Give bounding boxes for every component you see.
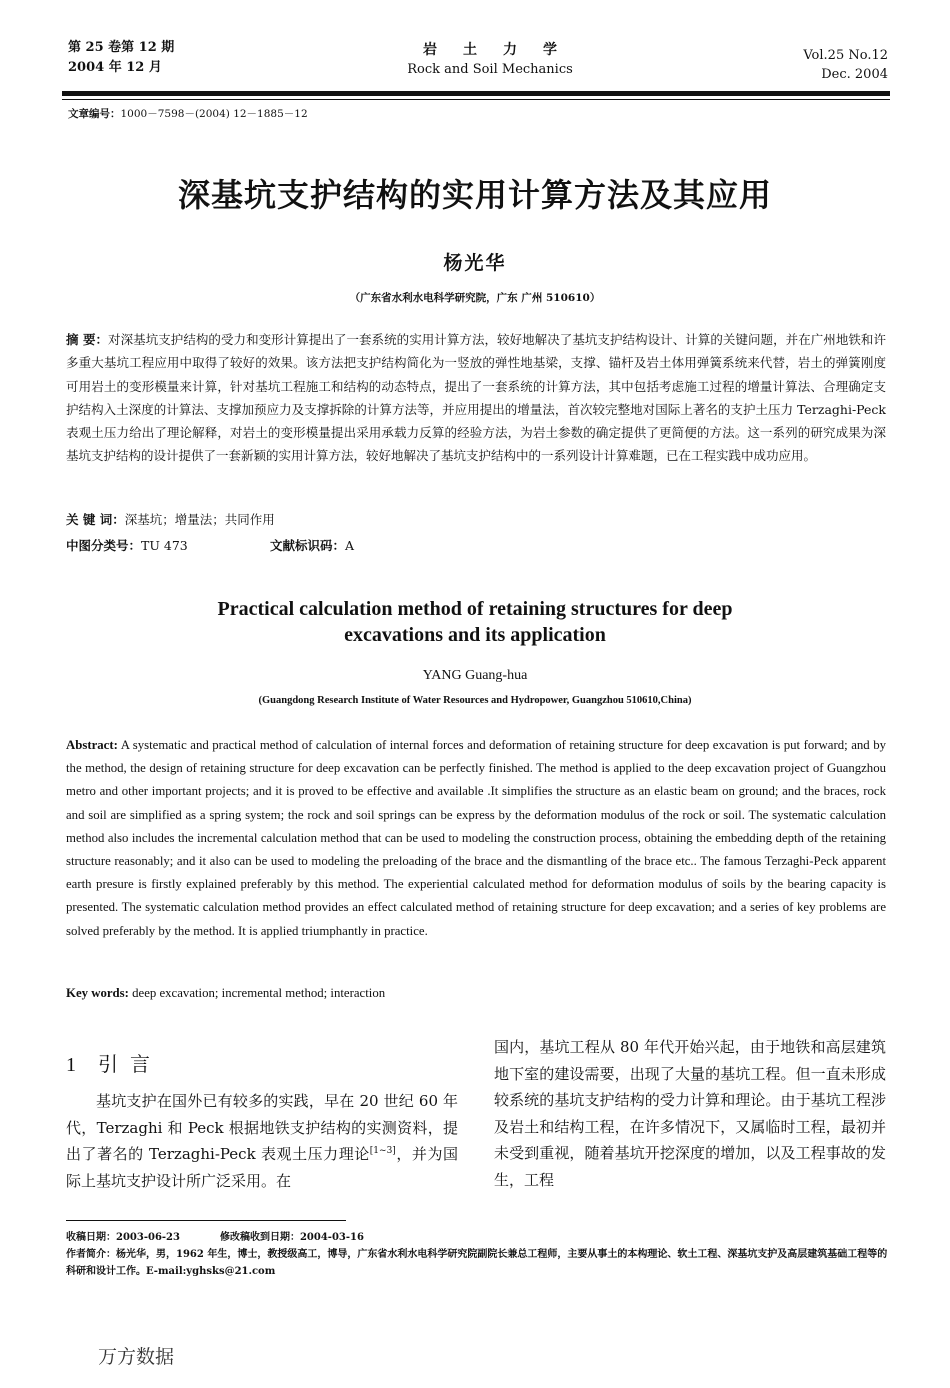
author-en: YANG Guang-hua	[422, 668, 528, 683]
volume-issue-cn: 第 25 卷第 12 期	[68, 40, 175, 55]
classification-value: TU 473	[141, 538, 188, 553]
author-cn: 杨光华	[443, 252, 507, 274]
journal-name-cn: 岩土力学	[423, 42, 583, 58]
keywords-cn-label: 关 键 词：	[66, 512, 125, 527]
volume-issue-en: Vol.25 No.12	[803, 48, 888, 63]
abstract-cn-text: 对深基坑支护结构的受力和变形计算提出了一套系统的实用计算方法，较好地解决了基坑支护结构设计、计算的关键问题，并在广州地铁和许多重大基坑工程应用中取得了较好的效果。该方法把支护结构简化为一竖放的弹性地基梁，支撑、锚杆及岩土体用弹簧系统来代替，岩土的弹簧刚度可用岩土的变形模量来计算，针对基坑工程施工和结构的动态特点，提出了一套系统的计算方法，其中包括考虑施工过程的增量计算法、合理确定支护结构入土深度的计算法、支撑加预应力及支撑拆除的计算方法等，并应用提出的增量法，首次较完整地对国际上著名的支护土压力 Terzaghi-Peck 表观土压力给出了理论解释，对岩土的变形模量提出采用承载力反算的经验方法，为岩土参数的确定提供了更简便的方法。这一系列的研究成果为深基坑支护结构的设计提供了一套新颖的实用计算方法，较好地解决了基坑支护结构中的一系列设计计算难题，已在工程实践中成功应用。	[66, 332, 886, 464]
journal-name-en: Rock and Soil Mechanics	[407, 62, 573, 77]
title-cn: 深基坑支护结构的实用计算方法及其应用	[177, 176, 772, 214]
footnote-rule	[66, 1220, 346, 1221]
revised-date: 修改稿收到日期：2004-03-16	[219, 1232, 364, 1243]
keywords-cn-text: 深基坑；增量法；共同作用	[124, 512, 275, 527]
header-rule-thick	[62, 91, 890, 96]
issue-info-en	[803, 46, 888, 84]
footnotes	[66, 1229, 896, 1280]
document-code-value: A	[345, 538, 355, 553]
section-heading	[66, 1048, 162, 1077]
article-number-label: 文章编号：	[68, 108, 121, 120]
abstract-en-label: Abstract:	[66, 738, 118, 752]
affiliation-cn: （广东省水利水电科学研究院，广东 广州 510610）	[349, 292, 601, 304]
section-title: 引言	[98, 1052, 162, 1076]
body-column-right: 国内，基坑工程从 80 年代开始兴起，由于地铁和高层建筑地下室的建设需要，出现了大量的基坑工程。但一直未形成较系统的基坑支护结构的受力计算和理论。由于基坑工程涉及岩土和结构工程，在许多情况下，又属临时工程，最初并未受到重视，随着基坑开挖深度的增加，以及工程事故的发生，工程	[494, 1038, 886, 1189]
title-en	[60, 596, 890, 648]
article-number	[68, 106, 308, 121]
abstract-cn	[66, 328, 886, 468]
classification-label: 中图分类号：	[66, 538, 142, 553]
body-left-text-1: 基坑支护在国外已有较多的实践，早在 20 世纪 60 年代，Terzaghi 和 Peck 根据地铁支护结构的实测资料，提出了著名的 Terzaghi-Peck 表观土压力理论	[66, 1092, 458, 1163]
document-code-label: 文献标识码：	[270, 538, 346, 553]
classification-number	[66, 536, 188, 554]
keywords-en-text: deep excavation; incremental method; interaction	[132, 986, 386, 1000]
section-number: 1	[66, 1054, 76, 1076]
abstract-cn-label: 摘 要：	[66, 332, 109, 347]
keywords-en-label: Key words:	[66, 986, 129, 1000]
footnote-dates	[66, 1229, 896, 1246]
article-number-value: 1000－7598－(2004) 12－1885－12	[120, 108, 308, 120]
body-column-left	[66, 1088, 458, 1194]
keywords-en	[66, 986, 385, 1001]
abstract-en	[66, 734, 886, 943]
received-date: 收稿日期：2003-06-23	[66, 1232, 180, 1243]
citation-ref: [1~3]	[369, 1146, 396, 1156]
author-bio: 作者简介：杨光华，男，1962 年生，博士，教授级高工，博导，广东省水利水电科学研究院副院长兼总工程师，主要从事土的本构理论、软土工程、深基坑支护及高层建筑基础工程等的科研和设计工作。E-mail:yghsks@21.com	[66, 1249, 888, 1277]
keywords-cn	[66, 510, 275, 528]
document-code	[270, 536, 354, 554]
title-en-line1: Practical calculation method of retaining structures for deep	[217, 598, 733, 620]
title-en-line2: excavations and its application	[344, 624, 606, 646]
date-en: Dec. 2004	[821, 67, 888, 82]
header-rule-thin	[62, 99, 890, 100]
affiliation-en: (Guangdong Research Institute of Water Resources and Hydropower, Guangzhou 510610,China)	[258, 695, 692, 706]
journal-name	[380, 40, 600, 80]
abstract-en-text: A systematic and practical method of calculation of internal forces and deformation of retaining structure for deep excavation is put forward; and by the method, the design of retaining structure for deep excavation can be perfectly finished. The method is applied to the deep excavation project of Guangzhou metro and other important projects; and it is proved to be effective and available .It simplifies the structure as an elastic beam on ground; and the braces, rock and soil are simplified as a spring system; the rock and soil springs can be express by the deformation modulus of the rock or soil. The systematic calculation method also includes the incremental calculation method that can be used to modeling the construction process, obtaining the embedding depth of the retaining structure reasonably; and it also can be used to modeling the preloading of the brace and the dismantling of the brace etc.. The famous Terzaghi-Peck apparent earth presure is firstly explained preferably by this method. The experiential calculated method for deformation modulus of soils by the bearing capacity is presented. The systematic calculation method provides an effect calculated method of retaining structure for deep excavation; and a series of key problems are solved preferably by the method. It is applied triumphantly in practice.	[66, 738, 886, 938]
issue-info-cn	[68, 38, 174, 78]
date-cn: 2004 年 12 月	[68, 60, 162, 75]
watermark: 万方数据	[98, 1346, 175, 1368]
body-left-text-2: ，并为国际上基坑支护设计所广泛采用。在	[66, 1145, 458, 1190]
